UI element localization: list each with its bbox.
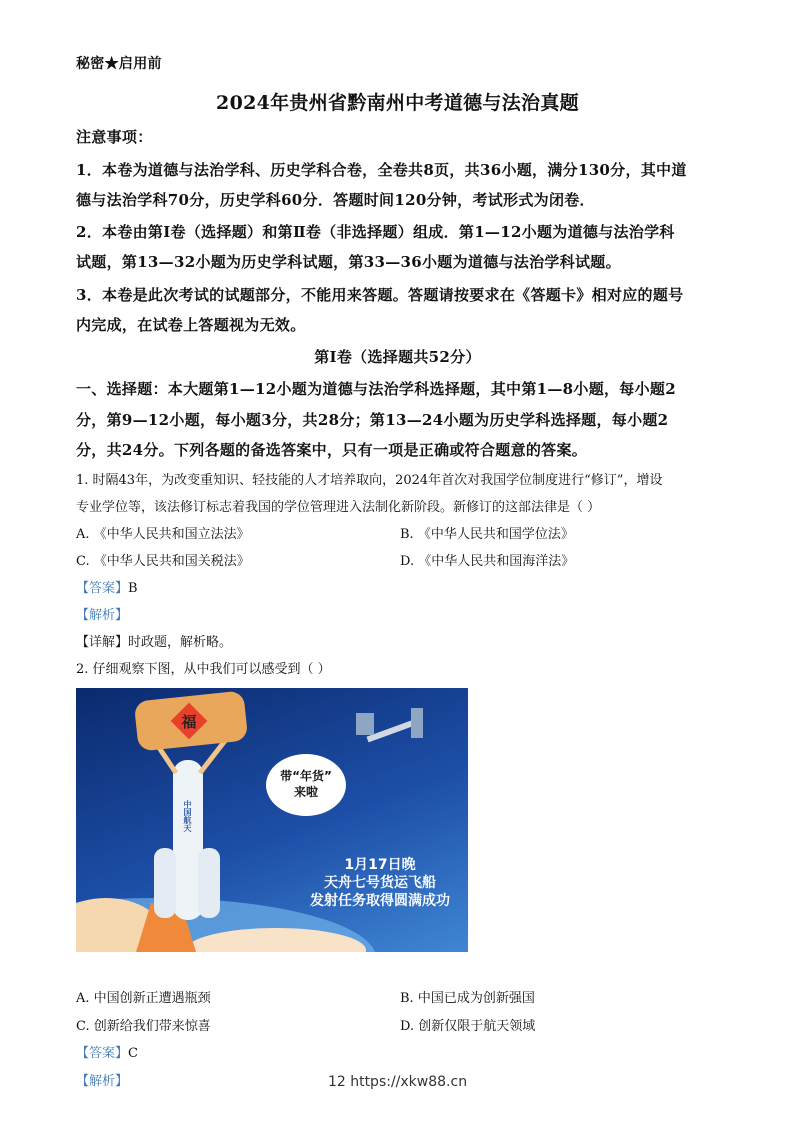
notice-line: 德与法治学科70分，历史学科60分．答题时间120分钟，考试形式为闭卷．	[76, 191, 595, 209]
option-c: C. 创新给我们带来惊喜	[76, 1019, 211, 1034]
answer-line	[76, 577, 138, 596]
bubble-text: 来啦	[293, 785, 318, 799]
cartoon-drawing	[76, 688, 468, 952]
speech-bubble	[266, 754, 346, 816]
notice-line: 试题，第13—32小题为历史学科试题，第33—36小题为道德与法治学科试题。	[76, 253, 621, 271]
analysis-tag: 【解析】	[76, 608, 129, 623]
page-title: 2024年贵州省黔南州中考道德与法治真题	[216, 92, 579, 114]
answer-tag: 【答案】	[76, 581, 129, 596]
caption-line: 天舟七号货运飞船	[324, 875, 436, 891]
analysis-tag: 【解析】	[76, 1074, 129, 1089]
answer-value: B	[128, 581, 138, 596]
option-d: D. 创新仅限于航天领域	[400, 1019, 536, 1034]
rocket-cartoon-image	[76, 688, 468, 952]
option-b: B. 《中华人民共和国学位法》	[400, 527, 574, 542]
answer-line	[76, 1042, 138, 1061]
question-2-stem: 2. 仔细观察下图，从中我们可以感受到（ ）	[76, 662, 331, 677]
bubble-text: 带“年货”	[280, 769, 332, 783]
rocket-label: 中国航天	[183, 800, 192, 832]
option-d: D. 《中华人民共和国海洋法》	[400, 554, 575, 569]
notice-line: 1．本卷为道德与法治学科、历史学科合卷，全卷共8页，共36小题，满分130分，其中道	[76, 161, 687, 179]
option-b: B. 中国已成为创新强国	[400, 991, 535, 1006]
question-1-stem: 1. 时隔43年，为改变重知识、轻技能的人才培养取向，2024年首次对我国学位制度进行“修订”，增设	[76, 473, 663, 488]
image-caption	[310, 856, 450, 910]
caption-line: 1月17日晚	[344, 857, 416, 873]
section-title: 第Ⅰ卷（选择题共52分）	[314, 348, 481, 366]
option-a: A. 《中华人民共和国立法法》	[76, 527, 250, 542]
notice-line: 内完成，在试卷上答题视为无效。	[76, 316, 306, 334]
option-c: C. 《中华人民共和国关税法》	[76, 554, 250, 569]
section-instruction: 分，共24分。下列各题的备选答案中，只有一项是正确或符合题意的答案。	[76, 441, 588, 459]
answer-value: C	[128, 1046, 138, 1061]
caption-line: 发射任务取得圆满成功	[310, 893, 450, 909]
fu-character: 福	[181, 713, 197, 731]
notice-line: 3．本卷是此次考试的试题部分，不能用来答题。答题请按要求在《答题卡》相对应的题号	[76, 286, 684, 304]
detail-text: 时政题，解析略。	[128, 635, 233, 650]
notice-heading: 注意事项：	[76, 128, 153, 146]
detail-tag: 【详解】	[76, 635, 129, 650]
secret-label: 秘密★启用前	[76, 56, 162, 72]
option-a: A. 中国创新正遭遇瓶颈	[76, 991, 211, 1006]
detail-line	[76, 631, 232, 650]
answer-tag: 【答案】	[76, 1046, 129, 1061]
section-instruction: 分，第9—12小题，每小题3分，共28分；第13—24小题为历史学科选择题，每小题2	[76, 411, 669, 429]
section-instruction: 一、选择题：本大题第1—12小题为道德与法治学科选择题，其中第1—8小题，每小题2	[76, 380, 676, 398]
notice-line: 2．本卷由第Ⅰ卷（选择题）和第Ⅱ卷（非选择题）组成．第1—12小题为道德与法治学科	[76, 223, 675, 241]
page-footer: 12 https://xkw88.cn	[327, 1074, 468, 1090]
question-1-stem: 专业学位等，该法修订标志着我国的学位管理进入法制化新阶段。新修订的这部法律是（ ）	[76, 500, 601, 515]
